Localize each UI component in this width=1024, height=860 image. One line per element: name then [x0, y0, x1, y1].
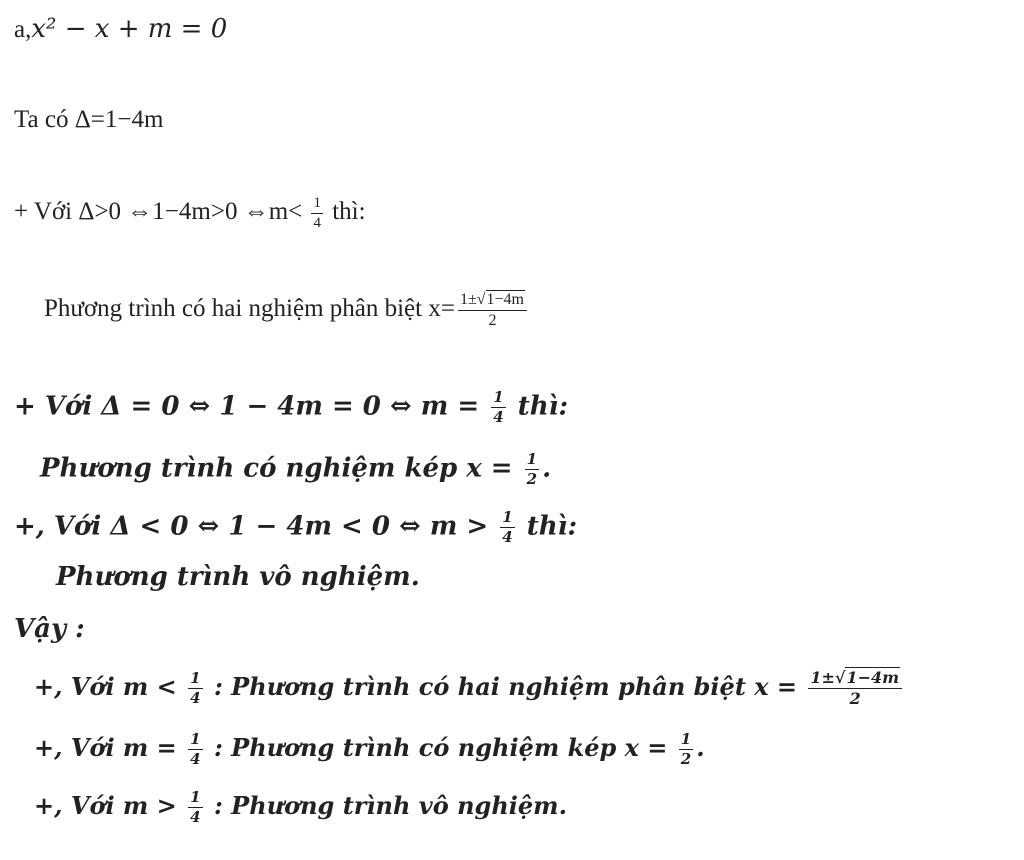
plus-minus: 1±	[459, 291, 477, 308]
case-negative-tail: thì:	[526, 511, 578, 542]
summary-condition: +, Với m =	[34, 733, 177, 762]
fraction-one-half	[679, 732, 693, 767]
frac-den: 2	[526, 470, 538, 488]
summary-no-root	[34, 790, 567, 825]
summary-text: : Phương trình có nghiệm kép x =	[213, 733, 668, 762]
case-positive-text: + Với Δ>0 ⇔1−4m>0 ⇔m<	[14, 198, 303, 226]
two-roots-line	[44, 292, 530, 329]
frac-num: 1	[502, 508, 513, 526]
two-roots-text: Phương trình có hai nghiệm phân biệt x=	[44, 295, 455, 323]
frac-num: 1	[526, 450, 538, 468]
double-root-line	[40, 452, 551, 487]
case-negative-text: +, Với Δ < 0 ⇔ 1 − 4m < 0 ⇔ m >	[14, 511, 489, 542]
frac-num: 1	[190, 669, 201, 687]
double-root-text: Phương trình có nghiệm kép x =	[40, 453, 513, 484]
conclusion-heading: Vậy :	[14, 614, 85, 644]
case-zero-text: + Với Δ = 0 ⇔ 1 − 4m = 0 ⇔ m =	[14, 391, 480, 422]
fraction-one-half	[525, 452, 539, 487]
summary-condition: +, Với m >	[34, 791, 177, 820]
root-den: 2	[488, 312, 497, 329]
period: .	[542, 453, 552, 484]
frac-num: 1	[311, 196, 323, 214]
frac-den: 4	[313, 215, 321, 231]
frac-num: 1	[493, 388, 504, 406]
frac-den: 2	[680, 750, 692, 768]
frac-den: 4	[190, 808, 201, 826]
part-a-equation	[14, 14, 227, 44]
case-positive-condition	[14, 196, 366, 231]
period: .	[696, 733, 705, 762]
fraction-one-quarter	[500, 510, 514, 545]
case-negative-condition	[14, 510, 577, 545]
discriminant-line: Ta có Δ=1−4m	[14, 106, 164, 133]
frac-den: 4	[190, 689, 201, 707]
root-num	[808, 670, 902, 689]
fraction-one-quarter	[491, 390, 505, 425]
frac-den: 4	[493, 408, 504, 426]
radicand: 1−4m	[486, 291, 524, 308]
root-formula	[458, 292, 527, 329]
sqrt-symbol: √1−4m	[834, 668, 900, 687]
summary-double-root	[34, 732, 705, 767]
summary-text: : Phương trình có hai nghiệm phân biệt x =	[213, 672, 798, 701]
frac-den: 4	[502, 528, 513, 546]
summary-text: : Phương trình vô nghiệm.	[213, 791, 567, 820]
root-num	[458, 292, 527, 311]
fraction-one-quarter	[188, 790, 202, 825]
fraction-one-quarter	[188, 671, 202, 706]
radicand: 1−4m	[846, 668, 900, 687]
case-positive-tail: thì:	[332, 198, 366, 226]
fraction-one-quarter	[311, 196, 323, 231]
frac-num: 1	[190, 788, 201, 806]
summary-condition: +, Với m <	[34, 672, 177, 701]
frac-den: 4	[190, 750, 201, 768]
case-zero-tail: thì:	[517, 391, 569, 422]
summary-two-roots	[34, 670, 905, 707]
part-label: a,	[14, 16, 32, 43]
sqrt-symbol: √1−4m	[476, 291, 524, 308]
plus-minus: 1±	[810, 668, 835, 687]
case-zero-condition	[14, 390, 568, 425]
no-root-line: Phương trình vô nghiệm.	[56, 562, 420, 592]
quadratic-equation: x² − x + m = 0	[31, 14, 228, 44]
root-formula	[808, 670, 902, 707]
frac-num: 1	[680, 730, 692, 748]
fraction-one-quarter	[188, 732, 202, 767]
frac-num: 1	[190, 730, 201, 748]
root-den: 2	[849, 689, 861, 708]
